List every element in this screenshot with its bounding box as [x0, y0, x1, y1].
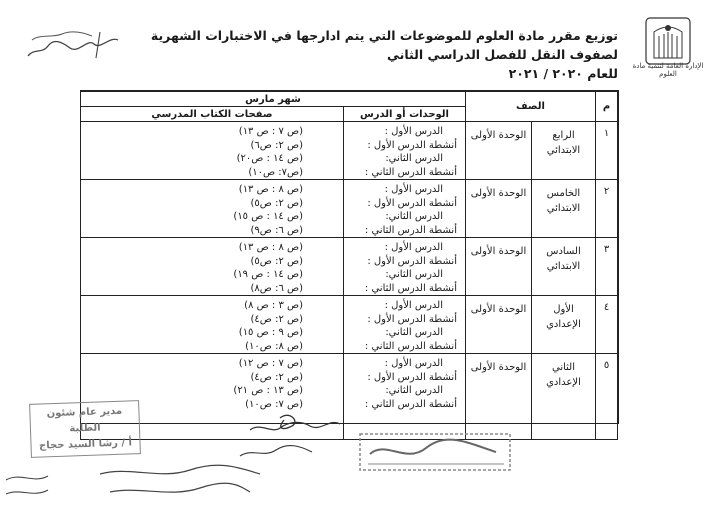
- grade-line: الرابع: [552, 130, 575, 141]
- row-pages: [80, 296, 343, 354]
- stamp-line: مدير عام شئون الطلبة: [46, 405, 123, 435]
- title-line-2: للعام ٢٠٢٠ / ٢٠٢١: [508, 66, 618, 81]
- page-range: (ص ٢: ص٤): [250, 313, 303, 325]
- page-range: (ص٧: ص١٠): [248, 166, 303, 178]
- row-num: ٤: [596, 296, 618, 354]
- table-row: [80, 180, 617, 238]
- row-lessons: [343, 296, 465, 354]
- header-month: شهر مارس: [80, 92, 465, 107]
- lesson-line: الدرس الأول :: [384, 184, 443, 195]
- lesson-line: أنشطة الدرس الأول :: [367, 371, 457, 383]
- lesson-line: أنشطة الدرس الأول :: [367, 197, 457, 209]
- curriculum-table: [80, 90, 619, 424]
- lesson-line: الدرس الثاني:: [385, 211, 443, 222]
- page-range: (ص ٢: ص٦): [250, 139, 303, 151]
- logo-caption: الإدارة العامة لتنمية مادة العلوم: [632, 62, 704, 78]
- row-unit: الوحدة الأولى: [465, 180, 531, 238]
- lesson-line: أنشطة الدرس الثاني :: [364, 224, 457, 236]
- row-pages: [80, 238, 343, 296]
- page-range: (ص ٢: ص٥): [250, 255, 303, 267]
- lesson-line: أنشطة الدرس الأول :: [367, 255, 457, 267]
- page-range: (ص ٩ : ص ١٥): [238, 327, 303, 338]
- page-range: (ص ٢: ص٤): [250, 371, 303, 383]
- row-lessons: [343, 122, 465, 180]
- title-line-1: توزيع مقرر مادة العلوم للموضوعات التي يتم ادارجها في الاختبارات الشهرية لصفوف النقل للفصل الدراسي الثاني: [150, 28, 618, 62]
- grade-line: السادس: [546, 246, 581, 257]
- grade-line: الإعدادي: [546, 377, 581, 388]
- page-range: (ص ٣ : ص ٨): [244, 300, 303, 311]
- lesson-line: أنشطة الدرس الأول :: [367, 139, 457, 151]
- page-range: (ص ١٣ : ص ٢١): [233, 385, 303, 396]
- page-range: (ص ٦: ص٩): [250, 224, 303, 236]
- grade-line: الابتدائي: [546, 145, 581, 156]
- page-range: (ص ١٤ : ص ١٥): [233, 211, 303, 222]
- row-unit: الوحدة الأولى: [465, 296, 531, 354]
- row-lessons: [343, 180, 465, 238]
- row-num: ٢: [596, 180, 618, 238]
- row-pages: [80, 122, 343, 180]
- table-row: [80, 122, 617, 180]
- grade-line: الثاني: [551, 362, 575, 373]
- stamp-line: أ / رشا السيد حجاج: [38, 437, 133, 452]
- row-pages: [80, 180, 343, 238]
- lesson-line: أنشطة الدرس الثاني :: [364, 166, 457, 178]
- row-unit: الوحدة الأولى: [465, 122, 531, 180]
- row-unit: الوحدة الأولى: [465, 354, 531, 440]
- lesson-line: الدرس الأول :: [384, 126, 443, 137]
- document-title: [128, 26, 618, 83]
- lesson-line: الدرس الأول :: [384, 358, 443, 369]
- page-range: (ص ١٤ : ص ١٩): [233, 269, 303, 280]
- page-range: (ص ٧ : ص ١٢): [238, 358, 303, 369]
- row-num: ٥: [596, 354, 618, 440]
- lesson-line: أنشطة الدرس الثاني :: [364, 398, 457, 410]
- page-range: (ص ١٤ : ص٢٠): [236, 153, 303, 164]
- row-unit: الوحدة الأولى: [465, 238, 531, 296]
- row-num: ١: [596, 122, 618, 180]
- row-grade: [532, 180, 596, 238]
- page-range: (ص ٢: ص٥): [250, 197, 303, 209]
- row-grade: [532, 238, 596, 296]
- row-num: ٣: [596, 238, 618, 296]
- header-pages: صفحات الكتاب المدرسي: [80, 107, 343, 122]
- grade-line: الابتدائي: [546, 261, 581, 272]
- lesson-line: أنشطة الدرس الثاني :: [364, 340, 457, 352]
- page-range: (ص ٨ : ص ١٣): [238, 242, 303, 253]
- page-range: (ص ٨ : ص ١٣): [238, 184, 303, 195]
- stamp-box: [29, 400, 141, 458]
- lesson-line: الدرس الأول :: [384, 242, 443, 253]
- grade-line: الخامس: [546, 188, 581, 199]
- header-grade: الصف: [465, 92, 595, 122]
- page-range: (ص ٦: ص٨): [250, 282, 303, 294]
- lesson-line: أنشطة الدرس الأول :: [367, 313, 457, 325]
- row-lessons: [343, 238, 465, 296]
- handwritten-date-note-icon: [22, 28, 122, 64]
- row-grade: [532, 296, 596, 354]
- page-range: (ص ٧: ص١٠): [245, 398, 303, 410]
- official-stamp-left: [30, 402, 140, 454]
- page-range: (ص ٨: ص١٠): [245, 340, 303, 352]
- row-grade: [532, 354, 596, 440]
- header-num: م: [596, 92, 618, 122]
- grade-line: الإعدادي: [546, 319, 581, 330]
- lesson-line: الدرس الثاني:: [385, 385, 443, 396]
- lesson-line: أنشطة الدرس الثاني :: [364, 282, 457, 294]
- page-range: (ص ٧ : ص ١٣): [238, 126, 303, 137]
- header-lessons: الوحدات أو الدرس: [343, 107, 465, 122]
- grade-line: الابتدائي: [546, 203, 581, 214]
- table-row: [80, 238, 617, 296]
- row-lessons: [343, 354, 465, 440]
- row-grade: [532, 122, 596, 180]
- table-row: [80, 296, 617, 354]
- official-stamp-center-icon: [356, 430, 516, 474]
- handwritten-note-icon: [0, 460, 310, 513]
- lesson-line: الدرس الثاني:: [385, 327, 443, 338]
- lesson-line: الدرس الأول :: [384, 300, 443, 311]
- grade-line: الأول: [553, 304, 574, 315]
- lesson-line: الدرس الثاني:: [385, 269, 443, 280]
- lesson-line: الدرس الثاني:: [385, 153, 443, 164]
